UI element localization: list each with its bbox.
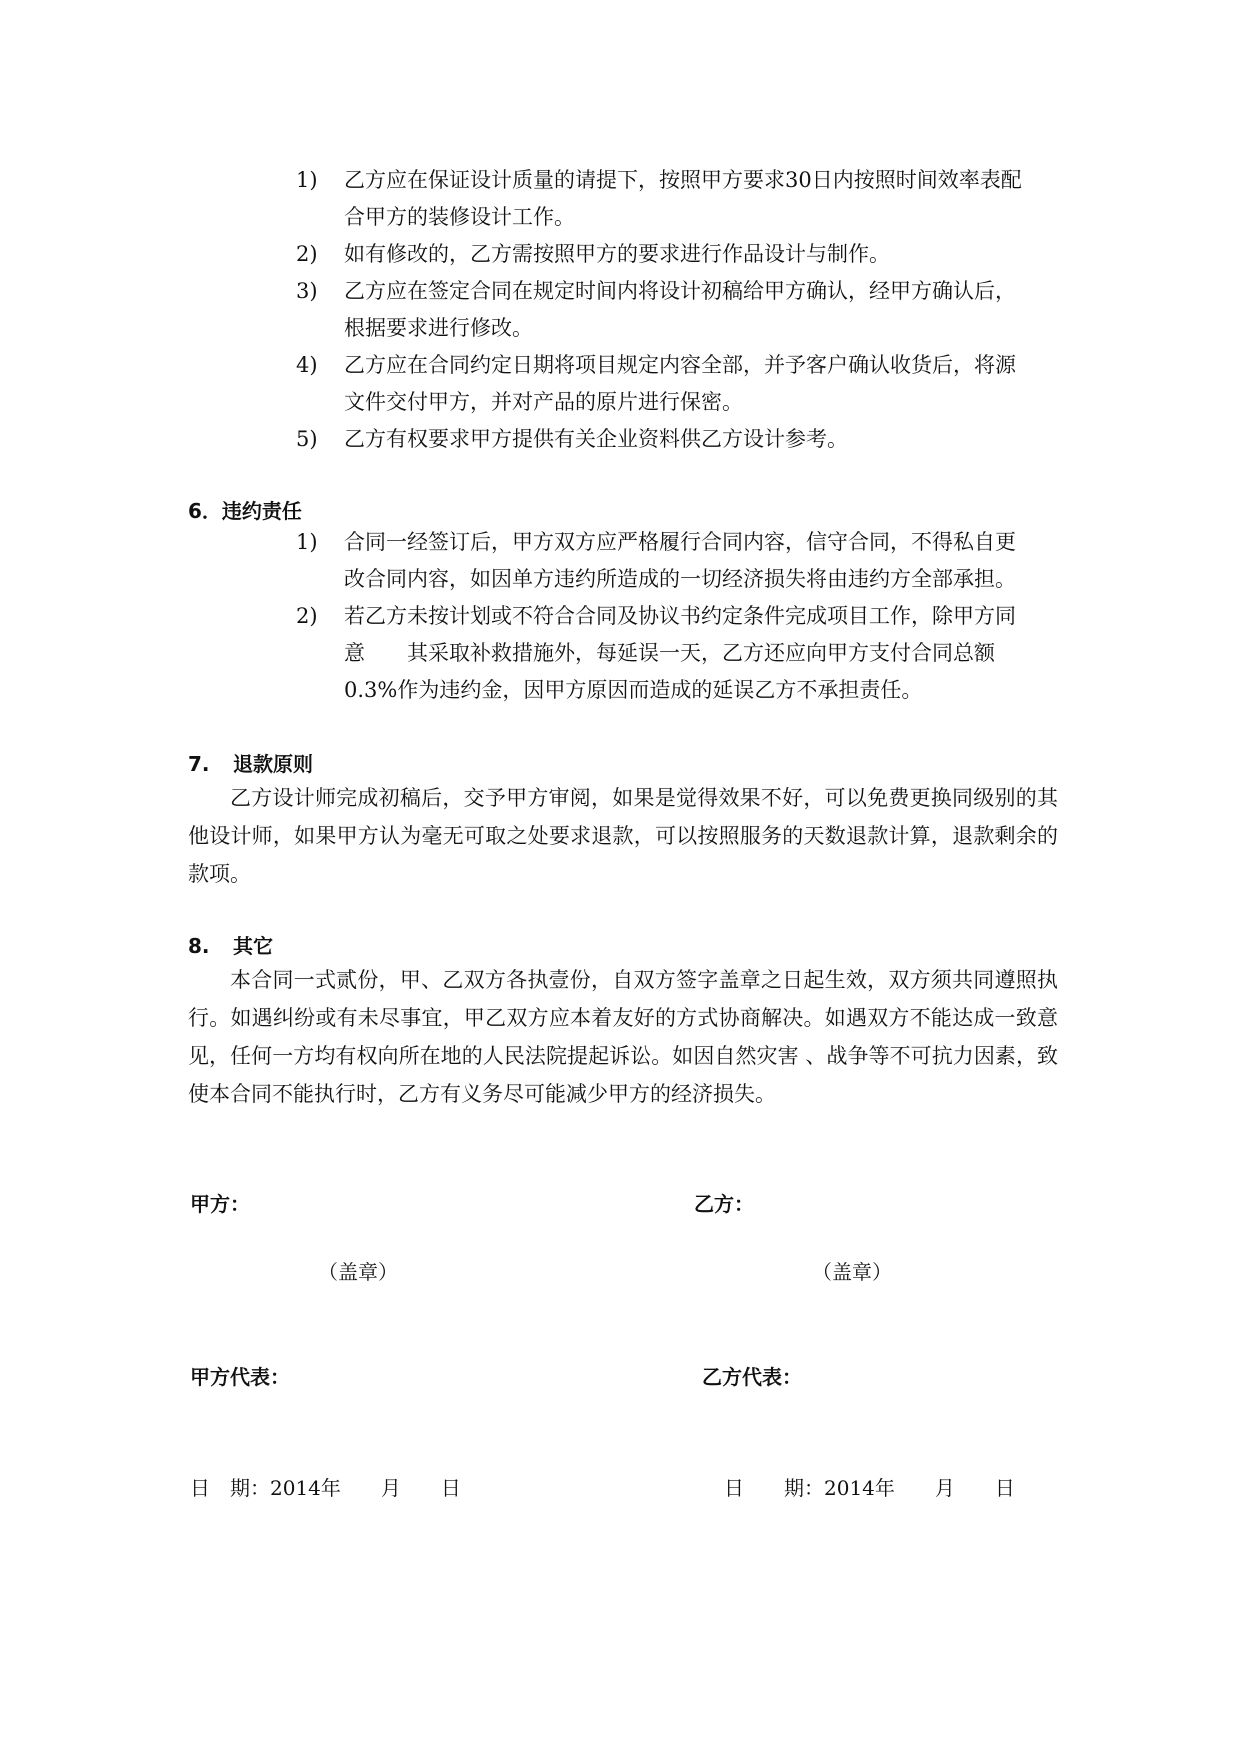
item-line: 根据要求进行修改。 — [344, 316, 533, 340]
item-line: 合同一经签订后，甲方双方应严格履行合同内容，信守合同，不得私自更 — [344, 530, 1016, 554]
item-line: 0.3%作为违约金，因甲方原因而造成的延误乙方不承担责任。 — [344, 678, 923, 702]
item-line: 文件交付甲方，并对产品的原片进行保密。 — [344, 390, 743, 414]
item-number: 2) — [296, 604, 318, 628]
item-line: 若乙方未按计划或不符合合同及协议书约定条件完成项目工作，除甲方同 — [344, 604, 1016, 628]
list-item — [296, 524, 1056, 598]
list-item — [296, 421, 1056, 458]
section-title: 其它 — [233, 934, 273, 958]
item-number: 4) — [296, 353, 318, 377]
item-line: 合甲方的装修设计工作。 — [344, 205, 575, 229]
item-line: 乙方应在签定合同在规定时间内将设计初稿给甲方确认，经甲方确认后， — [344, 279, 1016, 303]
item-number: 1) — [296, 530, 318, 554]
party-b-representative-label: 乙方代表： — [702, 1365, 802, 1389]
item-line: 如有修改的，乙方需按照甲方的要求进行作品设计与制作。 — [344, 242, 890, 266]
section-heading-8 — [188, 930, 273, 959]
list-item — [296, 273, 1056, 347]
misc-paragraph: 本合同一式贰份，甲、乙双方各执壹份，自双方签字盖章之日起生效，双方须共同遵照执行。如遇纠纷或有未尽事宜，甲乙双方应本着友好的方式协商解决。如遇双方不能达成一致意见，任何一方均有权向所在地的人民法院提起诉讼。如因自然灾害 、战争等不可抗力因素，致使本合同不能执行时，乙方有义务尽可能减少甲方的经济损失。 — [188, 968, 1058, 1106]
item-line: 乙方有权要求甲方提供有关企业资料供乙方设计参考。 — [344, 427, 848, 451]
list-item — [296, 236, 1056, 273]
item-number: 5) — [296, 427, 318, 451]
section-heading-7 — [188, 748, 313, 777]
refund-paragraph: 乙方设计师完成初稿后，交予甲方审阅，如果是觉得效果不好，可以免费更换同级别的其他设计师，如果甲方认为毫无可取之处要求退款，可以按照服务的天数退款计算，退款剩余的款项。 — [188, 786, 1058, 886]
obligations-list — [296, 162, 1056, 458]
item-line: 意 其采取补救措施外，每延误一天，乙方还应向甲方支付合同总额 — [344, 641, 995, 665]
item-number: 1) — [296, 168, 318, 192]
item-number: 2) — [296, 242, 318, 266]
party-b-date: 日 期：2014年 月 日 — [724, 1476, 1015, 1500]
party-a-seal: （盖章） — [318, 1260, 398, 1284]
list-item — [296, 598, 1056, 709]
list-item — [296, 347, 1056, 421]
party-a-label: 甲方： — [190, 1192, 250, 1216]
party-b-label: 乙方： — [694, 1192, 754, 1216]
section-number: 7. — [188, 752, 210, 776]
section-number: 8. — [188, 934, 210, 958]
section-heading-6: 6．违约责任 — [188, 499, 302, 523]
item-line: 乙方应在合同约定日期将项目规定内容全部，并予客户确认收货后，将源 — [344, 353, 1016, 377]
item-line: 改合同内容，如因单方违约所造成的一切经济损失将由违约方全部承担。 — [344, 567, 1016, 591]
party-a-representative-label: 甲方代表： — [190, 1365, 290, 1389]
item-number: 3) — [296, 279, 318, 303]
party-b-seal: （盖章） — [812, 1260, 892, 1284]
list-item — [296, 162, 1056, 236]
party-a-date: 日 期：2014年 月 日 — [190, 1476, 461, 1500]
liability-list — [296, 524, 1056, 709]
item-line: 乙方应在保证设计质量的请提下，按照甲方要求30日内按照时间效率表配 — [344, 168, 1022, 192]
section-title: 退款原则 — [233, 752, 313, 776]
